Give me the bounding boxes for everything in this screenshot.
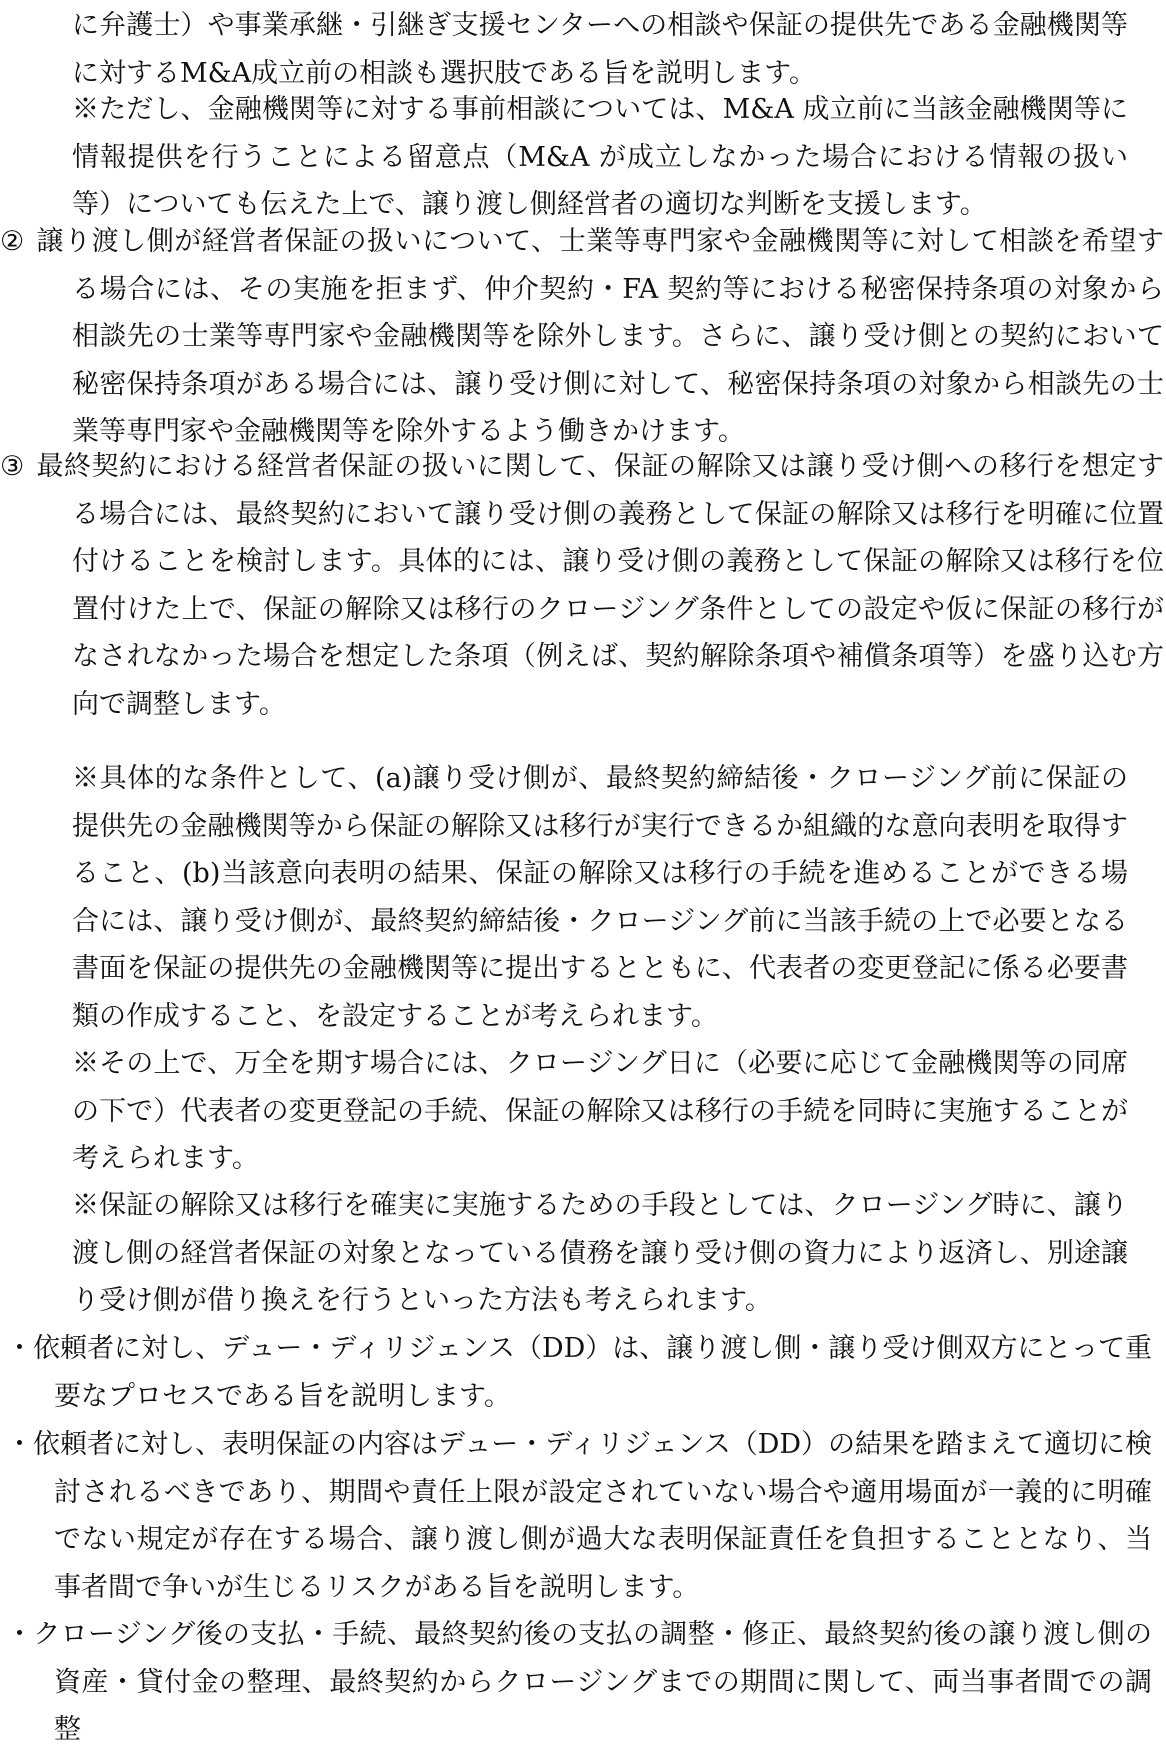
bullet-marker: ・ bbox=[6, 1333, 33, 1364]
list-item-3: ③ 最終契約における経営者保証の扱いに関して、保証の解除又は譲り受け側への移行を想定する場合には、最終契約において譲り受け側の義務として保証の解除又は移行を明確に位置付けることを検討します。具体的には、譲り受け側の義務として保証の解除又は移行を位置付けた上で、保証の解除又は移行のクロージング条件としての設定や仮に保証の移行がなされなかった場合を想定した条項（例えば、契約解除条項や補償条項等）を盛り込む方向で調整します。 bbox=[0, 451, 1164, 720]
list-item-2-text: 譲り渡し側が経営者保証の扱いについて、士業等専門家や金融機関等に対して相談を希望する場合には、その実施を拒まず、仲介契約・FA 契約等における秘密保持条項の対象から相談先の士業等専門家や金融機関等を除外します。さらに、譲り受け側との契約において秘密保持条項がある場合には、譲り受け側に対して、秘密保持条項の対象から相談先の士業等専門家や金融機関等を除外するよう働きかけます。 bbox=[36, 226, 1164, 447]
bullet-item-representations bbox=[6, 1421, 1152, 1611]
bullet-item-dd-text: 依頼者に対し、デュー・ディリジェンス（DD）は、譲り渡し側・譲り受け側双方にとって重要なプロセスである旨を説明します。 bbox=[33, 1333, 1152, 1412]
note-closing-day: ※その上で、万全を期す場合には、クロージング日に（必要に応じて金融機関等の同席の下で）代表者の変更登記の手続、保証の解除又は移行の手続を同時に実施することが考えられます。 bbox=[72, 1048, 1129, 1174]
bullet-item-closing-text: クロージング後の支払・手続、最終契約後の支払の調整・修正、最終契約後の譲り渡し側の資産・貸付金の整理、最終契約からクロージングまでの期間に関して、両当事者間での調整 bbox=[33, 1619, 1153, 1745]
list-item-3-text: 最終契約における経営者保証の扱いに関して、保証の解除又は譲り受け側への移行を想定する場合には、最終契約において譲り受け側の義務として保証の解除又は移行を明確に位置付けることを検討します。具体的には、譲り受け側の義務として保証の解除又は移行を位置付けた上で、保証の解除又は移行のクロージング条件としての設定や仮に保証の移行がなされなかった場合を想定した条項（例えば、契約解除条項や補償条項等）を盛り込む方向で調整します。 bbox=[36, 451, 1164, 720]
bullet-item-closing bbox=[6, 1611, 1153, 1754]
note-repayment-method: ※保証の解除又は移行を確実に実施するための手段としては、クロージング時に、譲り渡し側の経営者保証の対象となっている債務を譲り受け側の資力により返済し、別途譲り受け側が借り換えを行うといった方法も考えられます。 bbox=[72, 1190, 1128, 1316]
bullet-marker: ・ bbox=[6, 1619, 33, 1650]
bullet-marker: ・ bbox=[6, 1429, 33, 1460]
bullet-item-dd bbox=[6, 1325, 1152, 1420]
note-prior-consultation: ※ただし、金融機関等に対する事前相談については、M&A 成立前に当該金融機関等に情報提供を行うことによる留意点（M&A が成立しなかった場合における情報の扱い等）についても伝えた上で、譲り渡し側経営者の適切な判断を支援します。 bbox=[72, 94, 1128, 220]
list-item-2: ② 譲り渡し側が経営者保証の扱いについて、士業等専門家や金融機関等に対して相談を希望する場合には、その実施を拒まず、仲介契約・FA 契約等における秘密保持条項の対象から相談先の士業等専門家や金融機関等を除外します。さらに、譲り受け側との契約において秘密保持条項がある場合には、譲り受け側に対して、秘密保持条項の対象から相談先の士業等専門家や金融機関等を除外するよう働きかけます。 bbox=[0, 226, 1164, 447]
note-specific-conditions: ※具体的な条件として、(a)譲り受け側が、最終契約締結後・クロージング前に保証の提供先の金融機関等から保証の解除又は移行が実行できるか組織的な意向表明を取得すること、(b)当該意向表明の結果、保証の解除又は移行の手続を進めることができる場合には、譲り受け側が、最終契約締結後・クロージング前に当該手続の上で必要となる書面を保証の提供先の金融機関等に提出するとともに、代表者の変更登記に係る必要書類の作成すること、を設定することが考えられます。 bbox=[72, 763, 1128, 1032]
bullet-item-representations-text: 依頼者に対し、表明保証の内容はデュー・ディリジェンス（DD）の結果を踏まえて適切に検討されるべきであり、期間や責任上限が設定されていない場合や適用場面が一義的に明確でない規定が存在する場合、譲り渡し側が過大な表明保証責任を負担することとなり、当事者間で争いが生じるリスクがある旨を説明します。 bbox=[33, 1429, 1152, 1603]
paragraph-consultation-options: に弁護士）や事業承継・引継ぎ支援センターへの相談や保証の提供先である金融機関等に対するM&A成立前の相談も選択肢である旨を説明します。 bbox=[72, 10, 1128, 89]
